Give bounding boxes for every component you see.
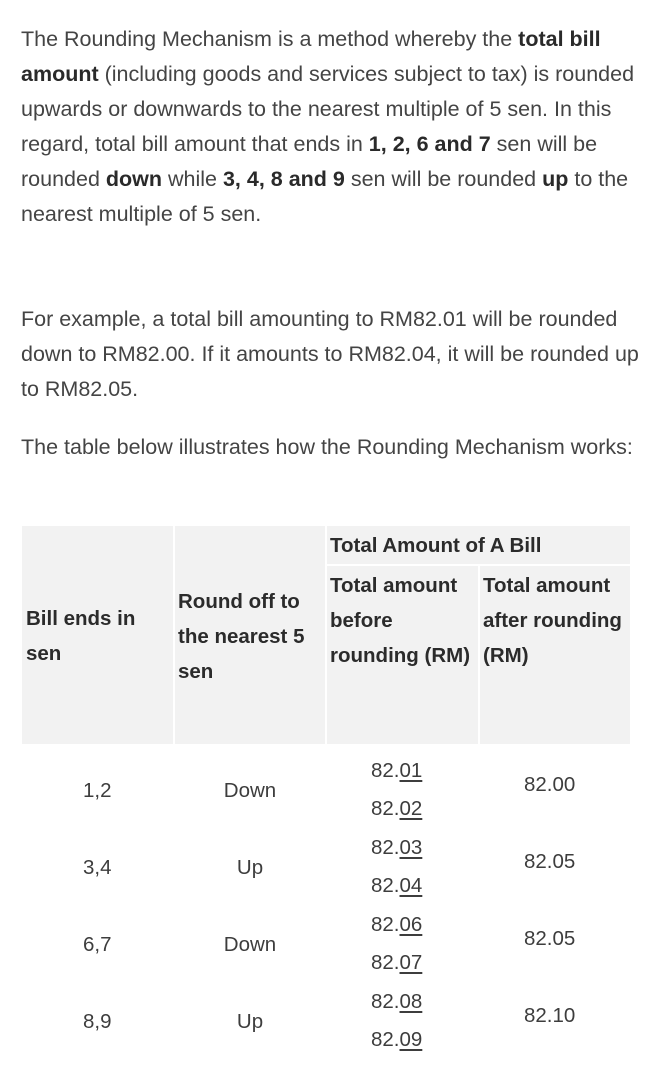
cell-amount-before [371, 945, 422, 981]
bold-text: 1, 2, 6 and 7 [368, 132, 491, 156]
amount-whole: 82. [371, 759, 400, 782]
cell-amount-before [371, 791, 422, 827]
text-run: sen will be rounded [21, 132, 598, 191]
intro-paragraph-1 [21, 22, 641, 232]
amount-cents-underlined: 04 [399, 874, 423, 897]
amount-whole: 82. [371, 990, 400, 1013]
cell-amount-after: 82.00 [524, 773, 576, 796]
cell-bill-ends: 6,7 [83, 933, 112, 956]
intro-paragraph-2: For example, a total bill amounting to RM82.01 will be rounded down to RM82.00. If it amounts to RM82.04, it will be rounded up to RM82.05. [21, 307, 639, 401]
text-run: while [162, 167, 223, 191]
header-total-amount-group: Total Amount of A Bill [327, 526, 630, 564]
amount-whole: 82. [371, 836, 400, 859]
bold-text: total bill amount [21, 27, 601, 86]
cell-amount-before [371, 830, 422, 866]
cell-round-direction: Down [223, 933, 277, 956]
amount-whole: 82. [371, 951, 400, 974]
amount-cents-underlined: 06 [399, 913, 423, 936]
header-round-off: Round off to the nearest 5 sen [175, 526, 325, 744]
cell-round-direction: Down [223, 779, 277, 802]
amount-cents-underlined: 08 [399, 990, 423, 1013]
cell-amount-before [371, 753, 422, 789]
header-before-rounding: Total amount before rounding (RM) [327, 566, 478, 744]
cell-bill-ends: 1,2 [83, 779, 112, 802]
amount-cents-underlined: 01 [399, 759, 423, 782]
amount-cents-underlined: 07 [399, 951, 423, 974]
amount-whole: 82. [371, 874, 400, 897]
amount-whole: 82. [371, 1028, 400, 1051]
cell-amount-after: 82.05 [524, 927, 576, 950]
amount-cents-underlined: 02 [399, 797, 423, 820]
cell-round-direction: Up [236, 856, 264, 879]
cell-amount-before [371, 907, 422, 943]
bold-text: 3, 4, 8 and 9 [222, 167, 345, 191]
amount-whole: 82. [371, 797, 400, 820]
cell-bill-ends: 8,9 [83, 1010, 112, 1033]
text-run: to the nearest multiple of 5 sen. [21, 167, 629, 226]
bold-text: up [542, 167, 569, 191]
amount-cents-underlined: 03 [399, 836, 423, 859]
cell-amount-after: 82.10 [524, 1004, 576, 1027]
cell-amount-after: 82.05 [524, 850, 576, 873]
amount-cents-underlined: 09 [399, 1028, 423, 1051]
text-run: The Rounding Mechanism is a method whereby the [21, 27, 519, 51]
text-run: sen will be rounded [344, 167, 543, 191]
cell-amount-before [371, 868, 422, 904]
cell-amount-before [371, 1022, 422, 1058]
cell-amount-before [371, 984, 422, 1020]
amount-whole: 82. [371, 913, 400, 936]
bold-text: down [105, 167, 163, 191]
header-bill-ends: Bill ends in sen [22, 526, 173, 744]
cell-bill-ends: 3,4 [83, 856, 112, 879]
cell-round-direction: Up [236, 1010, 264, 1033]
header-after-rounding: Total amount after rounding (RM) [480, 566, 630, 744]
text-run: (including goods and services subject to tax) is rounded upwards or downwards to the nearest multiple of 5 sen. In this regard, total bill amount that ends in [21, 62, 635, 156]
intro-paragraph-3: The table below illustrates how the Rounding Mechanism works: [21, 435, 633, 459]
